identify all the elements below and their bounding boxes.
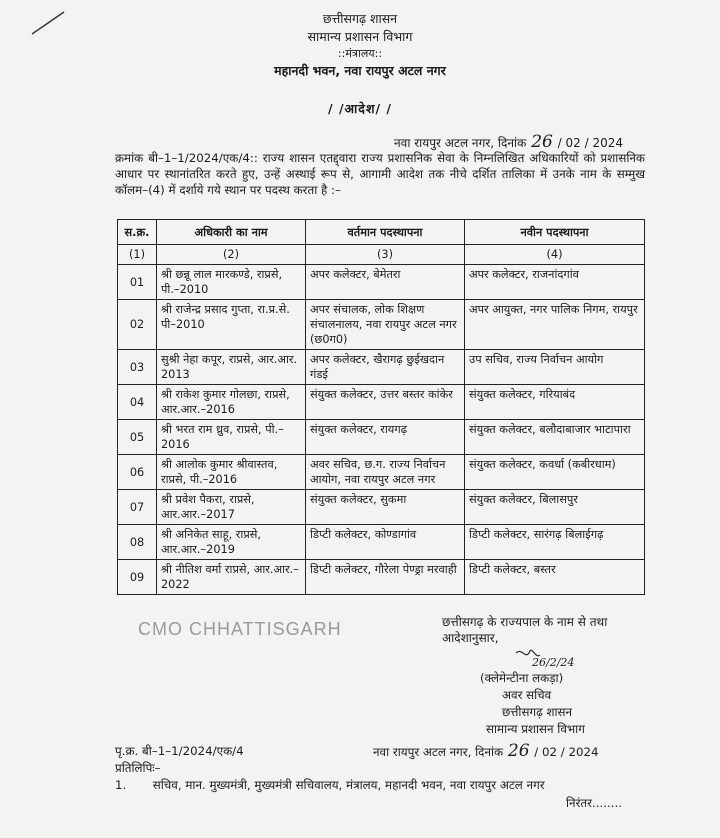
row-current-posting: संयुक्त कलेक्टर, सुकमा [306, 490, 465, 525]
table-row [118, 350, 645, 385]
table-row [118, 385, 645, 420]
row-sn: 01 [118, 265, 157, 300]
table-row [118, 420, 645, 455]
row-new-posting: अपर आयुक्त, नगर पालिक निगम, रायपुर [465, 300, 645, 350]
col-header-name: अधिकारी का नाम [157, 220, 306, 245]
row-officer-name: श्री राकेश कुमार गोलछा, राप्रसे, आर.आर.–2016 [157, 385, 306, 420]
signature-date: 26/2/24 [532, 656, 575, 669]
row-current-posting: अवर सचिव, छ.ग. राज्य निर्वाचन आयोग, नवा रायपुर अटल नगर [306, 455, 465, 490]
endorsement-date [373, 741, 599, 761]
col-number: (3) [306, 245, 465, 265]
col-number: (4) [465, 245, 645, 265]
governor-line: छत्तीसगढ़ के राज्यपाल के नाम से तथा आदेशानुसार, [442, 615, 608, 645]
row-new-posting: संयुक्त कलेक्टर, बलौदाबाजार भाटापारा [465, 420, 645, 455]
row-new-posting: संयुक्त कलेक्टर, बिलासपुर [465, 490, 645, 525]
signatory-department: सामान्य प्रशासन विभाग [486, 722, 585, 736]
table-body [118, 245, 645, 595]
order-dateline [394, 132, 623, 152]
signatory-government: छत्तीसगढ़ शासन [502, 705, 573, 719]
row-officer-name: सुश्री नेहा कपूर, राप्रसे, आर.आर. 2013 [157, 350, 306, 385]
row-officer-name: श्री छन्नू लाल मारकण्डे, राप्रसे, पी.–2010 [157, 265, 306, 300]
header-state: छत्तीसगढ़ शासन [322, 11, 398, 26]
transfer-table [117, 219, 645, 595]
order-title: / /आदेश/ / [328, 101, 392, 116]
row-sn: 09 [118, 560, 157, 595]
endorsement-day: 26 [507, 741, 530, 761]
row-current-posting: डिप्टी कलेक्टर, गौरेला पेण्ड्रा मरवाही [306, 560, 465, 595]
signatory-block [480, 670, 585, 738]
watermark: CMO CHHATTISGARH [138, 619, 342, 639]
endorsement-number: पृ.क्र. बी–1–1/2024/एक/4 [115, 744, 244, 758]
row-sn: 08 [118, 525, 157, 560]
row-current-posting: अपर संचालक, लोक शिक्षण संचालनालय, नवा रायपुर अटल नगर (छ0ग0) [306, 300, 465, 350]
order-paragraph: क्रमांक बी–1–1/2024/एक/4:: राज्य शासन एतद्द्वारा राज्य प्रशासनिक सेवा के निम्नलिखित अधिकारियों को प्रशासनिक आधार पर स्थानांतरित करते हुए, उन्हें अस्थाई रूप से, आगामी आदेश तक नीचे दर्शित तालिका में उनके नाम के सम्मुख कॉलम–(4) में दर्शाये गये स्थान पर पदस्थ करता है :– [115, 151, 645, 197]
table-row [118, 525, 645, 560]
table-row [118, 300, 645, 350]
row-current-posting: अपर कलेक्टर, खैरागढ़ छुईखदान गंडई [306, 350, 465, 385]
table-header-row [118, 220, 645, 245]
row-current-posting: डिप्टी कलेक्टर, कोण्डागांव [306, 525, 465, 560]
row-new-posting: उप सचिव, राज्य निर्वाचन आयोग [465, 350, 645, 385]
row-current-posting: संयुक्त कलेक्टर, उत्तर बस्तर कांकेर [306, 385, 465, 420]
row-officer-name: श्री प्रवेश पैकरा, राप्रसे, आर.आर.–2017 [157, 490, 306, 525]
copy-item-text: सचिव, मान. मुख्यमंत्री, मुख्यमंत्री सचिवालय, मंत्रालय, महानदी भवन, नवा रायपुर अटल नगर [152, 778, 545, 792]
dateline-day: 26 [531, 132, 553, 152]
copy-to-label: प्रतिलिपिः– [115, 761, 161, 775]
col-header-current: वर्तमान पदस्थापना [306, 220, 465, 245]
table-row [118, 265, 645, 300]
table-row [118, 455, 645, 490]
row-new-posting: संयुक्त कलेक्टर, गरियाबंद [465, 385, 645, 420]
table-row [118, 490, 645, 525]
col-header-sn: स.क्र. [118, 220, 157, 245]
dateline-rest: / 02 / 2024 [557, 136, 623, 150]
continued-label: निरंतर........ [566, 796, 622, 810]
row-new-posting: डिप्टी कलेक्टर, बस्तर [465, 560, 645, 595]
dateline-place: नवा रायपुर अटल नगर, दिनांक [394, 136, 527, 150]
row-officer-name: श्री भरत राम ध्रुव, राप्रसे, पी.–2016 [157, 420, 306, 455]
row-current-posting: अपर कलेक्टर, बेमेतरा [306, 265, 465, 300]
signatory-name: (क्लेमेन्टीना लकड़ा) [480, 671, 564, 685]
row-officer-name: श्री नीतिश वर्मा राप्रसे, आर.आर.–2022 [157, 560, 306, 595]
row-sn: 02 [118, 300, 157, 350]
column-number-row [118, 245, 645, 265]
col-number: (1) [118, 245, 157, 265]
header-department: सामान्य प्रशासन विभाग [307, 29, 413, 44]
col-number: (2) [157, 245, 306, 265]
signatory-designation: अवर सचिव [502, 688, 552, 702]
row-current-posting: संयुक्त कलेक्टर, रायगढ़ [306, 420, 465, 455]
row-officer-name: श्री अनिकेत साहू, राप्रसे, आर.आर.–2019 [157, 525, 306, 560]
row-officer-name: श्री आलोक कुमार श्रीवास्तव, राप्रसे, पी.–2016 [157, 455, 306, 490]
table-row [118, 560, 645, 595]
row-new-posting: संयुक्त कलेक्टर, कवर्धा (कबीरधाम) [465, 455, 645, 490]
header-ministry: ::मंत्रालय:: [337, 47, 383, 60]
row-sn: 04 [118, 385, 157, 420]
row-sn: 07 [118, 490, 157, 525]
col-header-new: नवीन पदस्थापना [465, 220, 645, 245]
row-sn: 05 [118, 420, 157, 455]
row-sn: 03 [118, 350, 157, 385]
row-officer-name: श्री राजेन्द्र प्रसाद गुप्ता, रा.प्र.से. पी–2010 [157, 300, 306, 350]
header-address: महानदी भवन, नवा रायपुर अटल नगर [274, 63, 446, 78]
copy-to-item [115, 777, 545, 793]
row-new-posting: अपर कलेक्टर, राजनांदगांव [465, 265, 645, 300]
row-new-posting: डिप्टी कलेक्टर, सारंगढ़ बिलाईगढ़ [465, 525, 645, 560]
endorsement-rest: / 02 / 2024 [534, 745, 599, 759]
row-sn: 06 [118, 455, 157, 490]
endorsement-place: नवा रायपुर अटल नगर, दिनांक [373, 745, 504, 759]
copy-item-number: 1. [115, 778, 127, 792]
